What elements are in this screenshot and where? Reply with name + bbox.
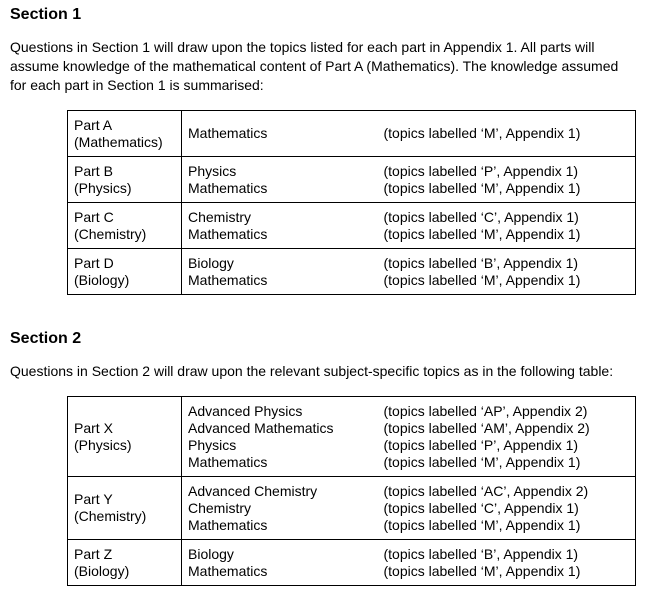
subjects-cell — [182, 540, 378, 586]
part-line: (Chemistry) — [74, 508, 147, 524]
subjects-line: Biology — [188, 545, 234, 562]
section-2-topics-table — [67, 396, 636, 586]
part-line: (Physics) — [74, 179, 132, 196]
part-cell — [68, 540, 182, 586]
topics-line: (topics labelled ‘AP’, Appendix 2) — [383, 402, 588, 419]
topics-cell — [378, 540, 636, 586]
topics-line: (topics labelled ‘AC’, Appendix 2) — [383, 482, 589, 499]
part-line: (Mathematics) — [74, 133, 163, 150]
part-line: Part D — [74, 254, 114, 271]
topics-cell — [378, 111, 636, 157]
part-line: (Biology) — [74, 562, 130, 579]
table-row — [68, 540, 636, 586]
subjects-line: Mathematics — [188, 125, 268, 141]
subjects-line: Advanced Mathematics — [188, 419, 334, 436]
topics-line: (topics labelled ‘M’, Appendix 1) — [383, 516, 581, 533]
part-line: Part B — [74, 162, 113, 179]
part-cell — [68, 157, 182, 203]
subjects-line: Mathematics — [188, 271, 268, 288]
topics-line: (topics labelled ‘M’, Appendix 1) — [383, 562, 581, 579]
table-row — [68, 249, 636, 295]
part-cell — [68, 111, 182, 157]
topics-line: (topics labelled ‘M’, Appendix 1) — [383, 179, 581, 196]
part-cell — [68, 249, 182, 295]
table-row — [68, 203, 636, 249]
intro-line: assume knowledge of the mathematical content of Part A (Mathematics). The knowledge assumed — [10, 58, 619, 74]
topics-line: (topics labelled ‘C’, Appendix 1) — [383, 208, 579, 225]
part-line: Part C — [74, 208, 114, 225]
subjects-line: Chemistry — [188, 499, 252, 516]
section-1-heading: Section 1 — [10, 6, 82, 23]
topics-cell — [378, 397, 636, 477]
topics-cell — [378, 477, 636, 540]
part-line: Part Y — [74, 491, 113, 507]
intro-line: for each part in Section 1 is summarised: — [10, 77, 264, 93]
subjects-line: Mathematics — [188, 179, 268, 196]
subjects-line: Chemistry — [188, 208, 252, 225]
section-1-intro — [10, 38, 655, 95]
topics-cell — [378, 249, 636, 295]
intro-line: Questions in Section 2 will draw upon the relevant subject-specific topics as in the following table: — [10, 363, 614, 379]
topics-line: (topics labelled ‘M’, Appendix 1) — [383, 453, 581, 470]
topics-line: (topics labelled ‘M’, Appendix 1) — [383, 225, 581, 242]
topics-line: (topics labelled ‘P’, Appendix 1) — [383, 162, 579, 179]
subjects-line: Mathematics — [188, 225, 268, 242]
table-row — [68, 397, 636, 477]
topics-line: (topics labelled ‘AM’, Appendix 2) — [383, 419, 590, 436]
part-cell — [68, 477, 182, 540]
part-cell — [68, 203, 182, 249]
subjects-line: Mathematics — [188, 562, 268, 579]
part-line: Part Z — [74, 545, 113, 562]
topics-line: (topics labelled ‘P’, Appendix 1) — [383, 436, 579, 453]
subjects-cell — [182, 249, 378, 295]
part-line: Part A — [74, 116, 113, 133]
topics-line: (topics labelled ‘M’, Appendix 1) — [383, 271, 581, 288]
subjects-cell — [182, 203, 378, 249]
subjects-line: Physics — [188, 436, 237, 453]
topics-line: (topics labelled ‘C’, Appendix 1) — [383, 499, 579, 516]
table-row — [68, 157, 636, 203]
subjects-cell — [182, 397, 378, 477]
section-2-intro — [10, 362, 655, 381]
subjects-line: Advanced Chemistry — [188, 482, 318, 499]
part-line: (Physics) — [74, 436, 132, 453]
topics-line: (topics labelled ‘B’, Appendix 1) — [383, 545, 579, 562]
topics-cell — [378, 157, 636, 203]
table-row — [68, 111, 636, 157]
part-cell — [68, 397, 182, 477]
subjects-line: Advanced Physics — [188, 402, 303, 419]
intro-line: Questions in Section 1 will draw upon the topics listed for each part in Appendix 1. All parts will — [10, 39, 595, 55]
subjects-line: Mathematics — [188, 516, 268, 533]
subjects-line: Biology — [188, 254, 234, 271]
table-row — [68, 477, 636, 540]
section-1-topics-table — [67, 110, 636, 295]
subjects-cell — [182, 111, 378, 157]
subjects-line: Mathematics — [188, 453, 268, 470]
section-2-heading: Section 2 — [10, 330, 82, 347]
part-line: (Chemistry) — [74, 225, 147, 242]
subjects-cell — [182, 157, 378, 203]
topics-line: (topics labelled ‘M’, Appendix 1) — [383, 125, 581, 141]
topics-line: (topics labelled ‘B’, Appendix 1) — [383, 254, 579, 271]
topics-cell — [378, 203, 636, 249]
part-line: Part X — [74, 419, 113, 436]
subjects-line: Physics — [188, 162, 237, 179]
part-line: (Biology) — [74, 271, 130, 288]
subjects-cell — [182, 477, 378, 540]
